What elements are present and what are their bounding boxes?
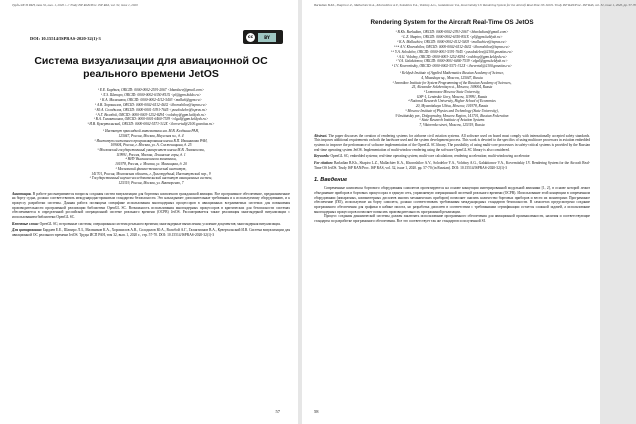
- author-list-en: [340, 30, 564, 69]
- citation-text: Barladian B.Kh., Shapiro L.Z., Mallachiev K.A., Khoroshilov A.V., Solodelov Y.A., Voloboy A.G., Galaktionov V.A., Kovernitskiy I.V. Rendering System for the Aircraft Real-Time OS JetOS. Trudy ISP RAN/Proc. ISP RAS, vol. 32, issue 1, 2020. pp. 57-70 (in Russian). DOI: 10.15514/ISPRAS-2020-32(1)-3: [314, 160, 591, 170]
- affiliation-line: 9 Institutskiy per., Dolgoprudny, Moscow Region, 141701, Russian Federation: [395, 113, 509, 118]
- paper-title-ru: Система визуализации для авиационной ОС реального времени JetOS: [34, 55, 268, 80]
- affiliation-line: ⁶ State Research Institute of Aviation Systems: [419, 118, 485, 123]
- page-number: 57: [275, 409, 280, 414]
- author-line: ¹ L.Z. Shapiro, ORCID: 0000-0002-6350-851X <pl@gpm.keldysh.ru>: [401, 34, 503, 39]
- author-line: ¹ В.А. Галактионов, ORCID: 0000-0001-6460-7539 <vlgal@gpm.keldysh.ru>: [93, 117, 209, 122]
- affiliation-line: ⁶ Государственный научно-исследовательский институт авиационных систем,: [89, 176, 213, 181]
- author-line: ¹ V.A. Galaktionov, ORCID: 0000-0001-6460-7539 <vlgal@gpm.keldysh.ru>: [396, 59, 508, 64]
- cc-by-license-badge: [243, 30, 283, 44]
- author-line: ² K.A. Mallachiev, ORCID: 0000-0002-4112-5403 <mallachiev@ispras.ru>: [397, 39, 507, 44]
- affiliation-line: 4, Miusskaya sq., Moscow, 125047, Russia: [421, 75, 483, 80]
- left-page: [0, 0, 298, 424]
- author-line: ¹ А.В. Хорошилов, ORCID: 0000-0002-6512-4632 <khoroshilov@ispras.ru>: [94, 102, 208, 107]
- author-line: ² А.Г. Волобой, ORCID: 0000-0003-1252-8294 <voloboy@gpm.keldysh.ru>: [95, 112, 207, 117]
- author-line: ¹ Е.Е. Бардаев, ORCID: 0000-0002-2591-2067 <bbardaev@gmail.com>: [97, 88, 205, 92]
- author-line: ³ И.В. Кувертальский, ORCID: 0000-0002-5571-312X <ilvevertal@2100.gosniias.ru>: [87, 122, 215, 127]
- keywords-text: OpenGL SC; встроенные системы; операционная система реального времени; многоядерные вычисления; усиление документов; многоядерная визуализация.: [39, 221, 281, 226]
- affiliation-list-ru: [28, 129, 274, 185]
- paper-title-en: Rendering System for the Aircraft Real-Time OS JetOS: [370, 19, 534, 26]
- affiliation-line: 141701, Россия, Московская область, г. Долгопрудный, Институтский пер., 9: [91, 171, 211, 176]
- affiliation-list-en: [330, 71, 574, 127]
- citation-label: For citation:: [314, 160, 333, 165]
- abstract-label: Аннотация.: [12, 191, 32, 196]
- page-number: 58: [314, 409, 319, 414]
- author-line: ¹ Л.З. Шапиро, ORCID: 0000-0002-6350-851X <pl@gpm.kiddo.ru>: [100, 92, 202, 97]
- affiliation-line: ¹ Keldysh Institute of Applied Mathematics Russian Academy of Science,: [399, 71, 505, 76]
- affiliation-line: 119991, Россия, Москва, Ленинские горы, д. 1: [116, 152, 186, 157]
- running-head: Труды ИСП РАН, том 32, вып. 1, 2020 г. // Trudy ISP RAN/Proc. ISP RAS, vol. 32, issue 1, 2020: [12, 3, 138, 7]
- affiliation-line: ² Институт системного программирования имени В.П. Иванникова РАН,: [94, 138, 208, 143]
- affiliation-line: ¹ Институт прикладной математики им. М.В. Келдыша РАН,: [103, 129, 199, 134]
- keywords-ru: [12, 222, 290, 227]
- affiliation-line: ³ Lomonosov Moscow State University,: [423, 90, 481, 95]
- author-line: ²·⁶ Y.A. Solodelov, ORCID: 0000-0001-5391-7645 <yusolodelov@2100.gosniias.ru>: [390, 49, 514, 54]
- affiliation-line: GSP-1, Leninskie Gory, Moscow, 119991, Russia: [416, 94, 488, 99]
- abstract-text: В работе рассматриваются вопросы создания систем визуализации для бортовых комплексов гражданской авиации. Все программное обеспечение, предназначенное на борту судна, должно соответствовать международно-принятым стандартам безопасности. Это накладывает дополнительные требования и к используемому оборудованию, и к процессу разработки системы. Данная работа посвящена специфике использования многоядерных процессоров в авиационных встраиваемых системах для повышения производительности программной реализации библиотеки OpenGL SC. Возможность использования многоядерных процессоров в критических для безопасности системах обеспечивается в определенной российской операционной системе реального времени (ОСРВ) JetOS. Рассматривается также реализация многоядерной визуализации с использованием библиотеки OpenGL SC.: [12, 191, 291, 219]
- affiliation-line: 125047, Россия, Москва, Миусская пл., д. 4: [118, 133, 184, 138]
- affiliation-line: 25, Alexander Solzhenitsyn st., Moscow, 109004, Russia: [411, 85, 493, 90]
- keywords-en: [314, 154, 590, 159]
- keywords-label: Keywords:: [314, 154, 330, 159]
- doi: DOI: 10.15514/ISPRAS-2020-32(1)-3: [30, 36, 101, 41]
- keywords-text: OpenGL SC; embedded systems; real-time operating system; multi-core calculations; rendering acceleration; multi-windowing accelerator: [330, 154, 530, 159]
- affiliation-line: ⁴ НИУ Высшая школа экономики,: [125, 157, 177, 162]
- abstract-label: Abstract.: [314, 133, 328, 138]
- doi-row: [12, 29, 290, 45]
- author-line: ⁶ I.V. Kovernitskiy, ORCID: 0000-0002-5571-312X <ilvevertal@2100.gosniias.ru>: [391, 64, 513, 69]
- author-line: ²·³·⁴ A.V. Khoroshilov, ORCID: 0000-0002-6512-4632 <khoroshilov@ispras.ru>: [393, 44, 510, 49]
- body-paragraph: Современные комплексы бортового оборудования самолетов проектируются на основе концепции интегрированной модульной авионики [1, 2], в основе которой лежит объединение приборов в бортовых процессорах в единую сеть, управляемую операционной системой реального времени (ОСРВ). Использование этой концепции в современном оборудовании (аппаратных, компьютерных дисплеев многих механических приборов) позволяет снизить количество бортовых приборов и вести их мониторинг. Программное обеспечение (ПО), используемое на борту самолета, должно соответствовать требованиям международных стандартов безопасности. В самолетах предусмотрено создание программного обеспечения для графики в кабине пилота, но разработка дисплеев в соответствии с требованиями сертификации остается сложной задачей, а использование многоядерных процессоров позволяет повысить производительность программной реализации.: [314, 186, 590, 214]
- author-list-ru: [38, 88, 264, 127]
- affiliation-line: ⁵ Moscow Institute of Physics and Technology (State University),: [405, 108, 499, 113]
- citation-en: [314, 161, 590, 170]
- citation-text: Бардаев Е.Е., Шапиро Л.З., Мальчиков К.А., Хорошилов А.В., Солодилов Ю.А., Волобой А.Г., Галактионов В.А., Кувертальский И.В. Система визуализации для авиационной ОС реального времени JetOS. Труды ИСП РАН, том 32, вып. 1, 2020 г., стр. 57-70. DOI: 10.15514/ISPRAS-2020-32(1)-3: [12, 228, 290, 237]
- section-heading-introduction: 1. Введение: [314, 177, 348, 184]
- abstract-en: [314, 134, 590, 153]
- author-line: ¹ Ю.А. Солодилов, ORCID: 0000-0001-5391-7645 <yusolodelov@ispras.ru>: [94, 107, 208, 112]
- affiliation-line: ⁵ Московский физико-технический институт,: [115, 166, 187, 171]
- attribution-icon: BY: [258, 33, 276, 42]
- affiliation-line: 125319, Россия, Москва, ул. Викторенко, 7: [118, 180, 184, 185]
- creative-commons-icon: cc: [247, 34, 254, 40]
- author-line: ¹ К.А. Мальчиков, ORCID: 0000-0002-4112-5403 <malkek@gpm.ru>: [100, 97, 202, 102]
- affiliation-line: 101978, Россия, г. Москва, ул. Мясницкая, д. 20: [115, 162, 187, 167]
- running-head: Barladian B.Kh., Shapiro L.Z., Mallachiev K.A., Khoroshilov A.V., Solodelov Y.A., Voloboy A.G., Galaktionov V.A., Kovernitskiy I.V. Rendering System for the Aircraft Real-Time OS JetOS. Trudy ISP RAN/Proc. ISP RAS, vol. 32, issue 1, 2020, pp. 57-70: [314, 3, 636, 7]
- affiliation-line: 109004, Россия, г. Москва, ул. А. Солженицына, д. 25: [110, 143, 192, 148]
- abstract-text: The paper discusses the creation of rendering systems for airborne civil aviation systems. All software used on board must comply with internationally accepted safety standards. This imposes additional requirements on both the hardware used and the system development process. This work is devoted to the specifics of using multicore processors in aviation embedded systems to improve the performance of software implementation of the OpenGL SC library. The possibility of using multi-core processors in safety-critical systems is provided by the Russian real-time operating system JetOS. Implementation of multi-window rendering using the software OpenGL SC library is also considered.: [314, 133, 590, 152]
- affiliation-line: ² Ivannikov Institute for System Programming of the Russian Academy of Sciences,: [392, 80, 512, 85]
- abstract-ru: [12, 192, 290, 220]
- author-line: ¹ A.G. Voloboy, ORCID: 0000-0003-1252-8294 <voloboy@gpm.keldysh.ru>: [396, 54, 508, 59]
- citation-ru: [12, 228, 290, 237]
- keywords-label: Ключевые слова:: [12, 221, 39, 226]
- author-line: ¹ B.Kh. Barladian, ORCID: 0000-0002-2391-2067 <bbarladian@gmail.com>: [395, 30, 509, 34]
- affiliation-line: 7, Viktorenko street, Moscow, 125319, Russia: [419, 122, 485, 127]
- affiliation-line: ⁴ National Research University, Higher School of Economics: [408, 99, 496, 104]
- affiliation-line: ³ Московский государственный университет имени М.В. Ломоносова,: [97, 148, 205, 153]
- body-paragraph: Процесс создания динамической системы должен заключать использование программного обеспечения для авиационной промышленности, наличия и соответствующие стандарты по разработке программного обеспечения. Все это соответствует так же стандартов и полученной SI.: [314, 214, 590, 223]
- citation-label: Для цитирования:: [12, 228, 42, 233]
- affiliation-line: 20, Myasnitskaya Ulitsa, Moscow, 101978, Russia: [415, 104, 489, 109]
- right-page: [302, 0, 636, 424]
